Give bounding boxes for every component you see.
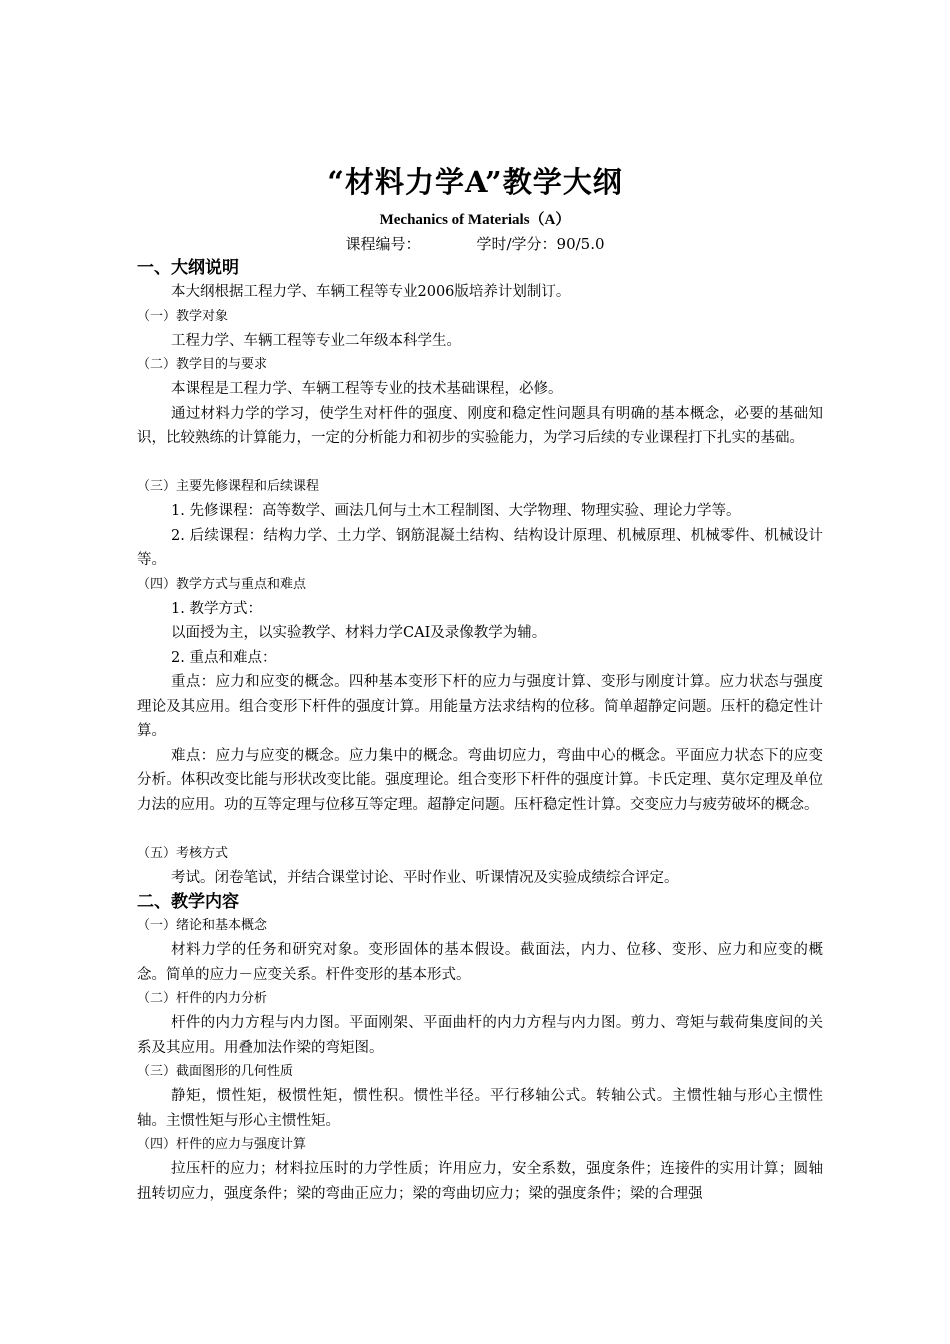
- subsection-heading: （二）教学目的与要求: [137, 357, 268, 372]
- paragraph: 考试。闭卷笔试，并结合课堂讨论、平时作业、听课情况及实验成绩综合评定。: [171, 869, 679, 886]
- document-body: [137, 256, 823, 1206]
- subsection-heading: （三）截面图形的几何性质: [137, 1064, 294, 1079]
- subsection-heading: （一）教学对象: [137, 308, 229, 324]
- subsection-heading: （四）教学方式与重点和难点: [137, 576, 307, 592]
- subsection-heading: （二）杆件的内力分析: [137, 991, 268, 1006]
- document-title: “材料力学A”教学大纲: [327, 165, 623, 199]
- subsection-heading: （一）绪论和基本概念: [137, 918, 268, 933]
- paragraph: 杆件的内力方程与内力图。平面刚架、平面曲杆的内力方程与内力图。剪力、弯矩与载荷集度间的关系及其应用。用叠加法作梁的弯矩图。: [137, 1015, 823, 1056]
- subsection-heading: （三）主要先修课程和后续课程: [137, 479, 320, 494]
- paragraph: 1. 教学方式：: [171, 600, 262, 617]
- section-heading: 二、教学内容: [137, 892, 239, 912]
- paragraph: 本课程是工程力学、车辆工程等专业的技术基础课程，必修。: [171, 381, 563, 397]
- course-meta: [0, 233, 950, 254]
- subsection-heading: （四）杆件的应力与强度计算: [137, 1137, 307, 1152]
- paragraph: 2. 后续课程：结构力学、土力学、钢筋混凝土结构、结构设计原理、机械原理、机械零件、机械设计等。: [137, 527, 823, 568]
- course-code-label: 课程编号：: [345, 235, 421, 253]
- hours-credits: 学时/学分：90/5.0: [476, 235, 605, 253]
- paragraph: 通过材料力学的学习，使学生对杆件的强度、刚度和稳定性问题具有明确的基本概念，必要的基础知识，比较熟练的计算能力，一定的分析能力和初步的实验能力，为学习后续的专业课程打下扎实的基础。: [137, 405, 823, 446]
- paragraph: 材料力学的任务和研究对象。变形固体的基本假设。截面法，内力、位移、变形、应力和应变的概念。简单的应力－应变关系。杆件变形的基本形式。: [137, 942, 823, 983]
- paragraph: 本大纲根据工程力学、车辆工程等专业2006版培养计划制订。: [171, 284, 571, 300]
- paragraph: 工程力学、车辆工程等专业二年级本科学生。: [171, 332, 461, 349]
- paragraph: 拉压杆的应力；材料拉压时的力学性质；许用应力，安全系数，强度条件；连接件的实用计算；圆轴扭转切应力，强度条件；梁的弯曲正应力；梁的弯曲切应力；梁的强度条件；梁的合理强: [137, 1161, 823, 1202]
- paragraph: 重点：应力和应变的概念。四种基本变形下杆的应力与强度计算、变形与刚度计算。应力状态与强度理论及其应用。组合变形下杆件的强度计算。用能量方法求结构的位移。简单超静定问题。压杆的稳定性计算。: [137, 674, 823, 739]
- paragraph: 难点：应力与应变的概念。应力集中的概念。弯曲切应力，弯曲中心的概念。平面应力状态下的应变分析。体积改变比能与形状改变比能。强度理论。组合变形下杆件的强度计算。卡氏定理、莫尔定理及单位力法的应用。功的互等定理与位移互等定理。超静定问题。压杆稳定性计算。交变应力与疲劳破坏的概念。: [137, 747, 823, 813]
- paragraph: 静矩，惯性矩，极惯性矩，惯性积。惯性半径。平行移轴公式。转轴公式。主惯性轴与形心主惯性轴。主惯性矩与形心主惯性矩。: [137, 1088, 823, 1129]
- paragraph: 以面授为主，以实验教学、材料力学CAI及录像教学为辅。: [171, 625, 547, 641]
- subsection-heading: （五）考核方式: [137, 845, 229, 861]
- document-subtitle: Mechanics of Materials（A）: [379, 212, 571, 228]
- section-heading: 一、大纲说明: [137, 258, 239, 278]
- paragraph: 2. 重点和难点：: [171, 649, 277, 666]
- paragraph: 1. 先修课程：高等数学、画法几何与土木工程制图、大学物理、物理实验、理论力学等。: [171, 503, 741, 519]
